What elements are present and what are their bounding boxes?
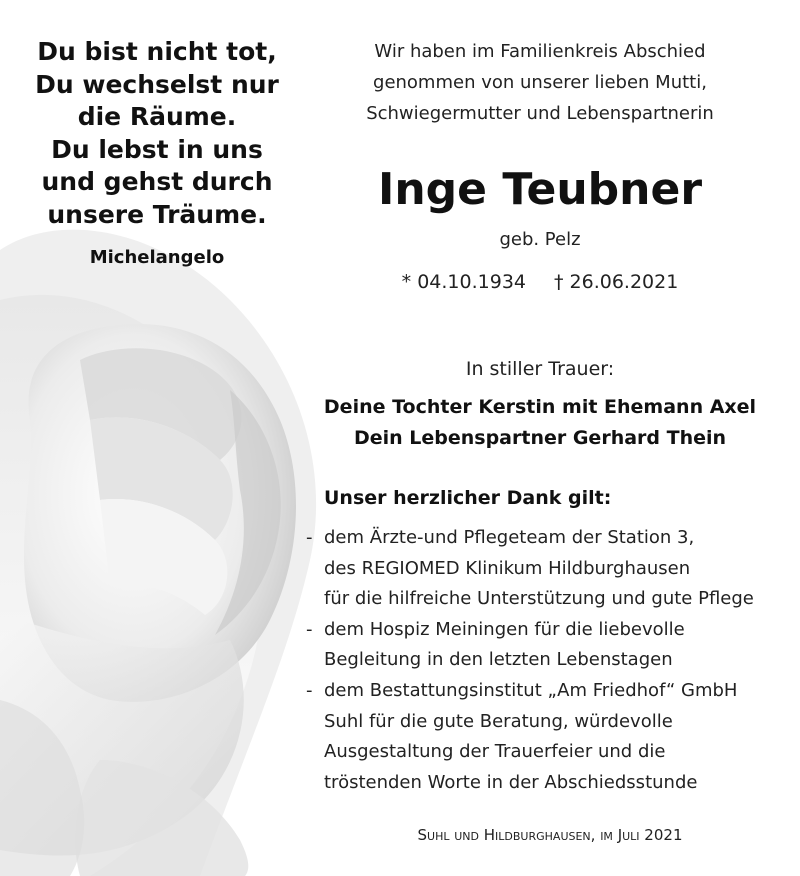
thanks-item <box>306 615 796 676</box>
thanks-heading: Unser herzlicher Dank gilt: <box>324 487 612 509</box>
thanks-line: Begleitung in den letzten Lebenstagen <box>324 649 673 671</box>
thanks-line: für die hilfreiche Unterstützung und gute Pflege <box>324 588 754 610</box>
thanks-line: des REGIOMED Klinikum Hildburghausen <box>324 557 691 579</box>
intro-line: genommen von unserer lieben Mutti, <box>373 72 707 93</box>
quote-author: Michelangelo <box>89 247 225 268</box>
quote-line: unsere Träume. <box>47 199 267 229</box>
thanks-line: dem Ärzte-und Pflegeteam der Station 3, <box>324 527 695 548</box>
thanks-line: Suhl für die gute Beratung, würdevolle <box>324 710 673 732</box>
mourners-list <box>290 392 790 454</box>
intro-line: Schwiegermutter und Lebenspartnerin <box>366 103 714 124</box>
quote-block <box>10 36 304 268</box>
dash-bullet: - <box>306 679 313 701</box>
thanks-line: dem Bestattungsinstitut „Am Friedhof“ GmbH <box>324 679 738 701</box>
mourning-heading: In stiller Trauer: <box>465 358 615 380</box>
thanks-line: Ausgestaltung der Trauerfeier und die <box>324 741 666 763</box>
birth-date: * 04.10.1934 <box>401 271 526 293</box>
intro-text <box>340 36 740 129</box>
thanks-line: dem Hospiz Meiningen für die liebevolle <box>324 618 685 640</box>
dash-bullet: - <box>306 527 313 548</box>
life-dates <box>340 271 740 293</box>
quote-line: und gehst durch <box>41 167 273 196</box>
death-date: † 26.06.2021 <box>554 271 679 293</box>
quote-line: Du wechselst nur <box>35 69 279 99</box>
birth-name: geb. Pelz <box>499 229 581 250</box>
quote-line: Du lebst in uns <box>51 134 263 164</box>
thanks-item <box>306 676 796 798</box>
quote-line: Du bist nicht tot, <box>37 37 277 66</box>
thanks-list <box>306 523 796 798</box>
dash-bullet: - <box>306 618 313 640</box>
mourner-line: Dein Lebenspartner Gerhard Thein <box>353 427 727 449</box>
deceased-name: Inge Teubner <box>377 164 703 215</box>
thanks-line: tröstenden Worte in der Abschiedsstunde <box>324 771 698 793</box>
intro-line: Wir haben im Familienkreis Abschied <box>374 41 706 62</box>
quote-line: die Räume. <box>77 102 237 131</box>
place-and-date: Suhl und Hildburghausen, im Juli 2021 <box>417 826 683 844</box>
thanks-item <box>306 523 796 615</box>
mourner-line: Deine Tochter Kerstin mit Ehemann Axel <box>323 396 757 418</box>
